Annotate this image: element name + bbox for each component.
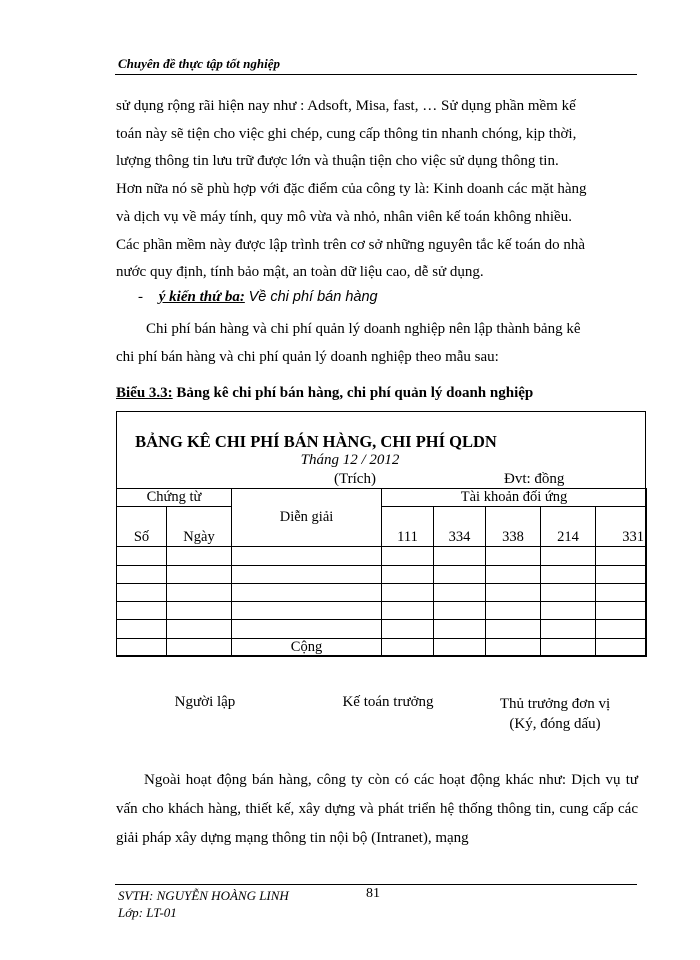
header-description: Diễn giải bbox=[232, 489, 382, 547]
header-number: Số bbox=[117, 507, 167, 547]
caption-text: Bảng kê chi phí bán hàng, chi phí quản lý doanh nghiệp bbox=[172, 385, 534, 401]
text-line: toán này sẽ tiện cho việc ghi chép, cung cấp thông tin nhanh chóng, kịp thời, bbox=[116, 125, 577, 142]
month-text: Tháng 12 / 2012 bbox=[300, 452, 400, 468]
table-row bbox=[117, 583, 647, 601]
header-account-331: 331 bbox=[596, 507, 647, 547]
page-number: 81 bbox=[366, 886, 380, 901]
opinion-label: ý kiến thứ ba: bbox=[158, 289, 245, 305]
footer-student: SVTH: NGUYỄN HOÀNG LINH bbox=[118, 888, 289, 903]
table-row bbox=[117, 547, 647, 565]
header-account-111: 111 bbox=[382, 507, 434, 547]
form-title: BẢNG KÊ CHI PHÍ BÁN HÀNG, CHI PHÍ QLDN bbox=[135, 432, 497, 451]
header-row-2 bbox=[117, 507, 647, 527]
paragraph-software bbox=[116, 93, 638, 287]
header-account-334: 334 bbox=[434, 507, 486, 547]
text-line: Chi phí bán hàng và chi phí quản lý doanh nghiệp nên lập thành bảng kê bbox=[146, 321, 581, 337]
caption-label: Biểu 3.3: bbox=[116, 385, 173, 401]
footer-divider bbox=[115, 884, 637, 885]
table-row bbox=[117, 565, 647, 583]
table-row bbox=[117, 602, 647, 620]
table-row bbox=[117, 620, 647, 638]
header-account-214: 214 bbox=[541, 507, 596, 547]
header-voucher: Chứng từ bbox=[117, 489, 232, 507]
text-line: lượng thông tin lưu trữ được lớn và thuận tiện cho việc sử dụng thông tin. bbox=[116, 153, 559, 170]
director-note: (Ký, đóng dấu) bbox=[509, 716, 601, 732]
total-label: Cộng bbox=[232, 638, 382, 656]
header-row-1 bbox=[117, 489, 647, 507]
table-caption bbox=[116, 385, 533, 402]
total-row bbox=[117, 638, 647, 656]
paragraph-other-activities: Ngoài hoạt động bán hàng, công ty còn có các hoạt động khác như: Dịch vụ tư vấn cho khách hàng, thiết kế, xây dựng và phát triển hệ thống thông tin, cung cấp các giải pháp xây dựng mạng thông tin nội bộ (Intranet), mạng bbox=[116, 772, 638, 846]
running-header: Chuyên đề thực tập tốt nghiệp bbox=[118, 56, 280, 71]
text-line: sử dụng rộng rãi hiện nay như : Adsoft, Misa, fast, … Sử dụng phần mềm kế bbox=[116, 98, 576, 114]
signature-chief-accountant: Kế toán trưởng bbox=[342, 694, 434, 710]
opinion-bullet bbox=[138, 289, 378, 306]
expense-ledger-table bbox=[116, 488, 647, 657]
text-line: Các phần mềm này được lập trình trên cơ sở những nguyên tắc kế toán do nhà bbox=[116, 236, 586, 253]
bullet-dash: - bbox=[138, 289, 143, 305]
text-line: Hơn nữa nó sẽ phù hợp với đặc điểm của công ty là: Kinh doanh các mặt hàng bbox=[116, 181, 587, 198]
signature-preparer: Người lập bbox=[174, 694, 236, 710]
text-line: chi phí bán hàng và chi phí quản lý doanh nghiệp theo mẫu sau: bbox=[116, 348, 499, 365]
form-extract-note: (Trích) bbox=[334, 471, 376, 487]
header-divider bbox=[115, 74, 637, 75]
paragraph-suggestion bbox=[116, 316, 638, 371]
header-accounts: Tài khoản đối ứng bbox=[382, 489, 647, 507]
director-title: Thủ trưởng đơn vị bbox=[499, 696, 611, 712]
text-line: và dịch vụ về máy tính, quy mô vừa và nhỏ, nhân viên kế toán không nhiều. bbox=[116, 208, 572, 225]
header-account-338: 338 bbox=[486, 507, 541, 547]
signature-director bbox=[480, 694, 630, 734]
header-date: Ngày bbox=[167, 507, 232, 547]
opinion-topic: Về chi phí bán hàng bbox=[248, 289, 378, 305]
footer-class: Lớp: LT-01 bbox=[118, 905, 177, 920]
form-month bbox=[0, 452, 700, 469]
text-line: nước quy định, tính bảo mật, an toàn dữ liệu cao, dễ sử dụng. bbox=[116, 264, 484, 281]
form-unit: Đvt: đồng bbox=[504, 471, 565, 487]
